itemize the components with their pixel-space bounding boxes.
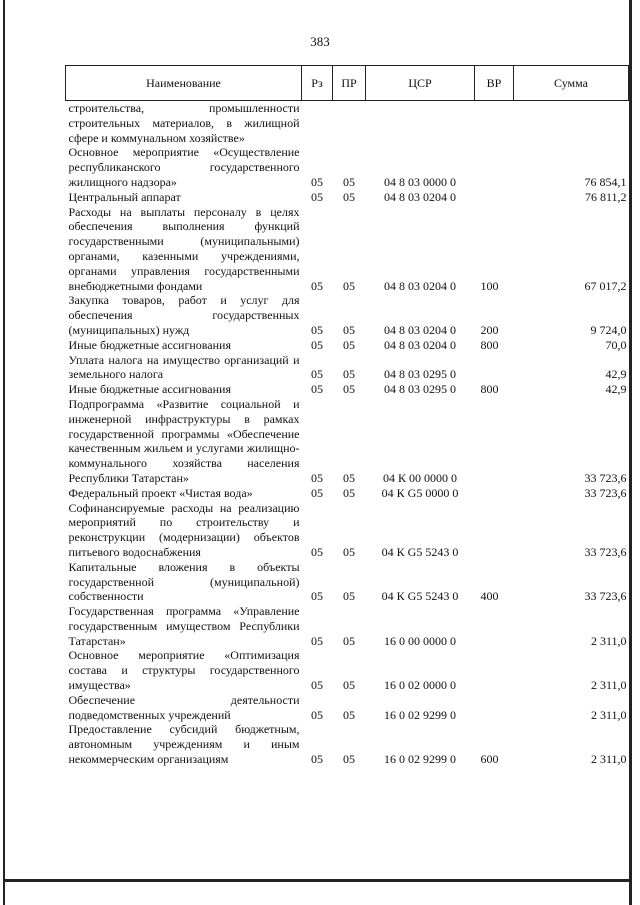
table-row <box>66 101 629 146</box>
row-vr <box>475 145 514 189</box>
table-row <box>66 501 629 560</box>
row-vr: 100 <box>480 278 499 293</box>
row-rz: 05 <box>311 174 323 189</box>
row-sum: 2 311,0 <box>590 707 627 722</box>
row-csr: 16 0 02 9299 0 <box>384 752 456 767</box>
row-name: строительства, промышленности строительных материалов, в жилищной сфере и коммунальном хозяйстве» <box>68 101 300 145</box>
table-row <box>66 190 629 205</box>
row-sum: 2 311,0 <box>590 752 627 767</box>
row-rz: 05 <box>311 485 323 500</box>
row-sum: 33 723,6 <box>584 485 627 500</box>
row-vr <box>475 353 514 383</box>
row-rz: 05 <box>311 382 323 397</box>
header-pr: ПР <box>333 66 366 101</box>
row-name: Закупка товаров, работ и услуг для обеспечения государственных (муниципальных) нужд <box>68 293 300 337</box>
row-rz: 05 <box>311 544 323 559</box>
row-rz: 05 <box>311 678 323 693</box>
row-csr: 04 8 03 0204 0 <box>384 337 456 352</box>
row-csr <box>366 101 475 146</box>
table-row <box>66 338 629 353</box>
row-pr: 05 <box>343 367 355 382</box>
row-sum: 33 723,6 <box>584 544 627 559</box>
row-sum: 2 311,0 <box>590 633 627 648</box>
row-pr: 05 <box>343 337 355 352</box>
row-sum: 70,0 <box>605 337 627 352</box>
row-vr <box>475 501 514 560</box>
row-rz: 05 <box>311 589 323 604</box>
row-vr <box>475 101 514 146</box>
table-row <box>66 604 629 648</box>
row-csr: 04 К G5 0000 0 <box>381 485 459 500</box>
row-name: Государственная программа «Управление государственным имуществом Республики Татарстан» <box>68 604 300 648</box>
row-name: Капитальные вложения в объекты государственной (муниципальной) собственности <box>68 559 300 604</box>
row-sum: 33 723,6 <box>584 470 627 485</box>
row-sum: 42,9 <box>605 367 627 382</box>
table-row <box>66 145 629 189</box>
page-frame-left <box>3 0 5 905</box>
row-name: Основное мероприятие «Осуществление республиканского государственного жилищного надзора» <box>68 145 300 189</box>
row-pr: 05 <box>343 278 355 293</box>
row-rz: 05 <box>311 367 323 382</box>
row-pr: 05 <box>343 470 355 485</box>
row-sum <box>514 101 629 146</box>
row-csr: 16 0 02 9299 0 <box>384 707 456 722</box>
header-sum: Сумма <box>514 66 629 101</box>
row-pr <box>333 101 366 146</box>
table-row <box>66 693 629 723</box>
row-pr: 05 <box>343 678 355 693</box>
row-vr: 200 <box>480 322 499 337</box>
row-vr <box>475 486 514 501</box>
table-row <box>66 293 629 337</box>
row-vr: 600 <box>480 752 499 767</box>
row-sum: 33 723,6 <box>584 589 627 604</box>
row-name: Иные бюджетные ассигнования <box>68 382 231 397</box>
table-row <box>66 722 629 766</box>
row-rz: 05 <box>311 707 323 722</box>
row-csr: 04 8 03 0295 0 <box>384 382 456 397</box>
row-rz <box>302 101 333 146</box>
row-sum: 67 017,2 <box>584 278 627 293</box>
row-pr: 05 <box>343 589 355 604</box>
table-row <box>66 486 629 501</box>
row-vr: 800 <box>480 382 499 397</box>
row-pr: 05 <box>343 707 355 722</box>
page-number: 383 <box>310 34 330 49</box>
header-rz: Рз <box>302 66 333 101</box>
row-name: Уплата налога на имущество организаций и земельного налога <box>68 352 300 382</box>
row-name: Софинансируемые расходы на реализацию мероприятий по строительству и реконструкции (модернизации) объектов питьевого водоснабжения <box>68 500 300 559</box>
row-sum: 76 854,1 <box>584 174 627 189</box>
row-pr: 05 <box>343 382 355 397</box>
row-rz: 05 <box>311 633 323 648</box>
row-vr <box>475 693 514 723</box>
row-vr <box>475 604 514 648</box>
row-pr: 05 <box>343 633 355 648</box>
row-rz: 05 <box>311 337 323 352</box>
row-sum: 42,9 <box>605 382 627 397</box>
row-rz: 05 <box>311 278 323 293</box>
row-vr: 800 <box>480 337 499 352</box>
row-csr: 04 8 03 0204 0 <box>384 322 456 337</box>
row-name: Федеральный проект «Чистая вода» <box>68 485 253 500</box>
budget-table <box>65 65 629 767</box>
header-name: Наименование <box>66 66 302 101</box>
row-pr: 05 <box>343 752 355 767</box>
row-csr: 16 0 02 0000 0 <box>384 678 456 693</box>
row-csr: 16 0 00 0000 0 <box>384 633 456 648</box>
row-csr: 04 8 03 0204 0 <box>384 278 456 293</box>
row-sum: 9 724,0 <box>590 322 627 337</box>
row-csr: 04 8 03 0000 0 <box>384 174 456 189</box>
row-sum: 2 311,0 <box>590 678 627 693</box>
row-csr: 04 8 03 0295 0 <box>384 367 456 382</box>
row-pr: 05 <box>343 189 355 204</box>
row-name: Расходы на выплаты персоналу в целях обеспечения выполнения функций государственными (муниципальными) органами, казенными учреждениями, органами управления государственными внебюджетными фондами <box>68 204 300 293</box>
table-row <box>66 382 629 397</box>
row-pr: 05 <box>343 322 355 337</box>
row-rz: 05 <box>311 322 323 337</box>
table-row <box>66 353 629 383</box>
row-rz: 05 <box>311 470 323 485</box>
table-row <box>66 648 629 692</box>
row-csr: 04 К G5 5243 0 <box>381 589 459 604</box>
table-row <box>66 560 629 604</box>
row-rz: 05 <box>311 752 323 767</box>
row-pr: 05 <box>343 485 355 500</box>
row-pr: 05 <box>343 544 355 559</box>
row-name: Подпрограмма «Развитие социальной и инженерной инфраструктуры в рамках государственной программы «Обеспечение качественным жильем и услугами жилищно-коммунального хозяйства населения Республики Татарстан» <box>68 396 300 485</box>
row-name: Центральный аппарат <box>68 189 181 204</box>
header-csr: ЦСР <box>366 66 475 101</box>
table-row <box>66 205 629 294</box>
row-csr: 04 К G5 5243 0 <box>381 544 459 559</box>
header-vr: ВР <box>475 66 514 101</box>
row-rz: 05 <box>311 189 323 204</box>
row-name: Основное мероприятие «Оптимизация состава и структуры государственного имущества» <box>68 648 300 693</box>
page-frame-right <box>629 0 632 905</box>
row-csr: 04 К 00 0000 0 <box>382 470 457 485</box>
row-name: Иные бюджетные ассигнования <box>68 337 231 352</box>
row-vr: 400 <box>480 589 499 604</box>
table-row <box>66 397 629 486</box>
row-vr <box>475 397 514 486</box>
table-header-row <box>66 66 629 101</box>
page-frame-bottom <box>3 879 632 882</box>
row-vr <box>475 190 514 205</box>
row-name: Предоставление субсидий бюджетным, автономным учреждениям и иным некоммерческим организациям <box>68 722 300 767</box>
row-vr <box>475 648 514 692</box>
row-csr: 04 8 03 0204 0 <box>384 189 456 204</box>
row-name: Обеспечение деятельности подведомственных учреждений <box>68 692 300 722</box>
row-sum: 76 811,2 <box>584 189 627 204</box>
row-pr: 05 <box>343 174 355 189</box>
